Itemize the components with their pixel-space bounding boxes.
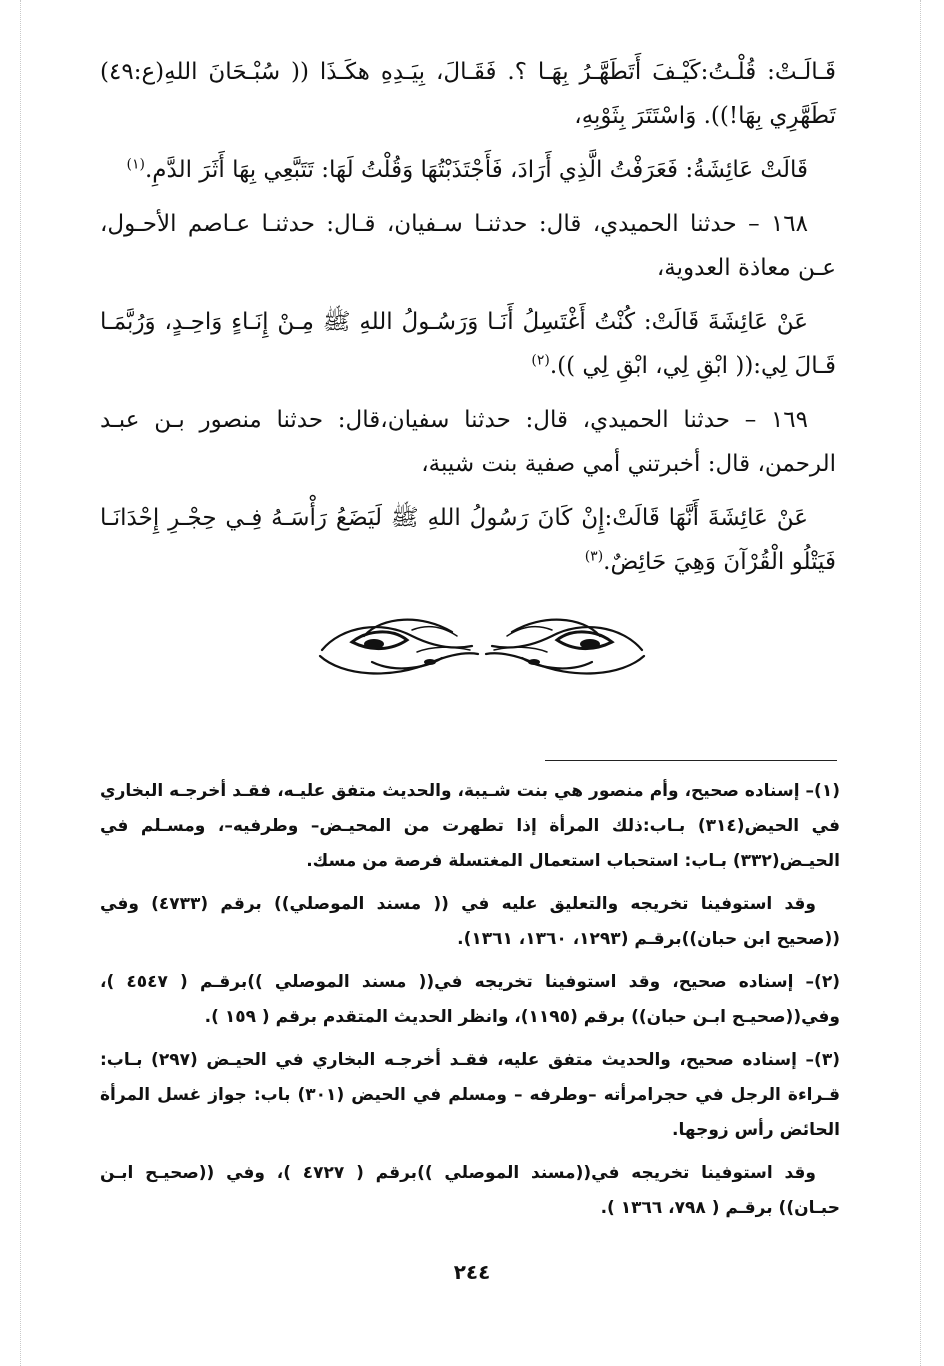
footnote-1-continued: وقد استوفينا تخريجه والتعليق عليه في (( مسند الموصلي)) برقم (٤٧٣٣) وفي ((صحيح ابن حبان))برقـم (١٢٩٣، ١٣٦٠، ١٣٦١).: [100, 894, 840, 949]
footnote-3: (٣)– إسناده صحيح، والحديث متفق عليه، فقـد أخرجـه البخاري في الحيـض (٢٩٧) بـاب: قـراءة الرجل في حجرامرأته –وطرفه – ومسلم في الحيض (٣٠١) باب: جواز غسل المرأة الحائض رأس زوجها.: [100, 1050, 841, 1140]
footnote-2: (٢)– إسناده صحيح، وقد استوفينا تخريجه في(( مسند الموصلي ))برقـم ( ٤٥٤٧ )، وفي((صحيـح ابـن حبان)) برقم (١١٩٥)، وانظر الحديث المتقدم برقم ( ١٥٩ ).: [100, 972, 840, 1027]
footnote-ref-3[interactable]: (٣): [584, 548, 604, 565]
margin-guide-left: [20, 0, 21, 1366]
margin-guide-right: [920, 0, 921, 1366]
main-text: [100, 50, 836, 594]
footnote-ref-1[interactable]: (١): [126, 156, 145, 173]
paragraph-hadith-169: عَنْ عَائِشَةَ أَنَّهَا قَالَتْ:إِنْ كَانَ رَسُولُ اللهِ ﷺ لَيَضَعُ رَأْسَـهُ فِـي حِجْـرِ إِحْدَانَـا فَيَتْلُو الْقُرْآنَ وَهِيَ حَائِضٌ.$^{(٣)}$: [100, 505, 836, 575]
paragraph-isnad-169: ١٦٩ – حدثنا الحميدي، قال: حدثنا سفيان،قال: حدثنا منصور بـن عبـد الرحمن، قال: أخبرتني أمي صفية بنت شيبة،: [100, 407, 836, 477]
floral-divider-icon: [312, 606, 652, 686]
footnote-separator: [545, 760, 837, 761]
paragraph-hadith-168: عَنْ عَائِشَةَ قَالَتْ: كُنْتُ أَغْتَسِلُ أَنَـا وَرَسُـولُ اللهِ ﷺ مِـنْ إِنَـاءٍ وَاحِـدٍ، وَرُبَّمَـا قَـالَ لِي:(( ابْقِ لِي، ابْقِ لِي )).$^{(٢)}$: [100, 309, 836, 379]
footnote-3-continued: وقد استوفينا تخريجه في((مسند الموصلي ))برقم ( ٤٧٢٧ )، وفي ((صحيـح ابـن حبـان)) برقـم ( ٧٩٨، ١٣٦٦ ).: [100, 1163, 840, 1218]
page-number: ٢٤٤: [453, 1260, 491, 1284]
paragraph-aisha-statement: قَالَتْ عَائِشَةُ: فَعَرَفْتُ الَّذِي أَرَادَ، فَأَجْتَذَبْتُهَا وَقُلْتُ لَهَا: تَتَبَّعِي بِهَا أَثَرَ الدَّمِ.$^{(١)}$: [126, 156, 808, 183]
footnote-ref-2[interactable]: (٢): [531, 352, 550, 369]
paragraph-hadith-text: قَـالَـتْ: قُلْـتُ:كَيْـفَ أَتَطَهَّـرُ بِهَـا ؟. فَقَـالَ، بِيَـدِهِ هكَـذَا (( سُبْـحَانَ اللهِ(ع:٤٩) تَطَهَّرِي بِهَا!)). وَاسْتَتَرَ بِثَوْبِهِ،: [100, 59, 836, 129]
footnote-1: (١)– إسناده صحيح، وأم منصور هي بنت شـيبة، والحديث متفق عليـه، فقـد أخرجـه البخاري في الحيض(٣١٤) بـاب:ذلك المرأة إذا تطهرت من المحيـض– وطرفيه–، ومسـلم في الحيـض(٣٣٢) بـاب: استحباب استعمال المغتسلة فرصة من مسك.: [100, 781, 840, 871]
paragraph-isnad-168: ١٦٨ – حدثنا الحميدي، قال: حدثنـا سـفيان، قـال: حدثنـا عـاصم الأحـول، عـن معاذة العدوية،: [100, 211, 836, 281]
footnotes: [100, 774, 840, 1234]
